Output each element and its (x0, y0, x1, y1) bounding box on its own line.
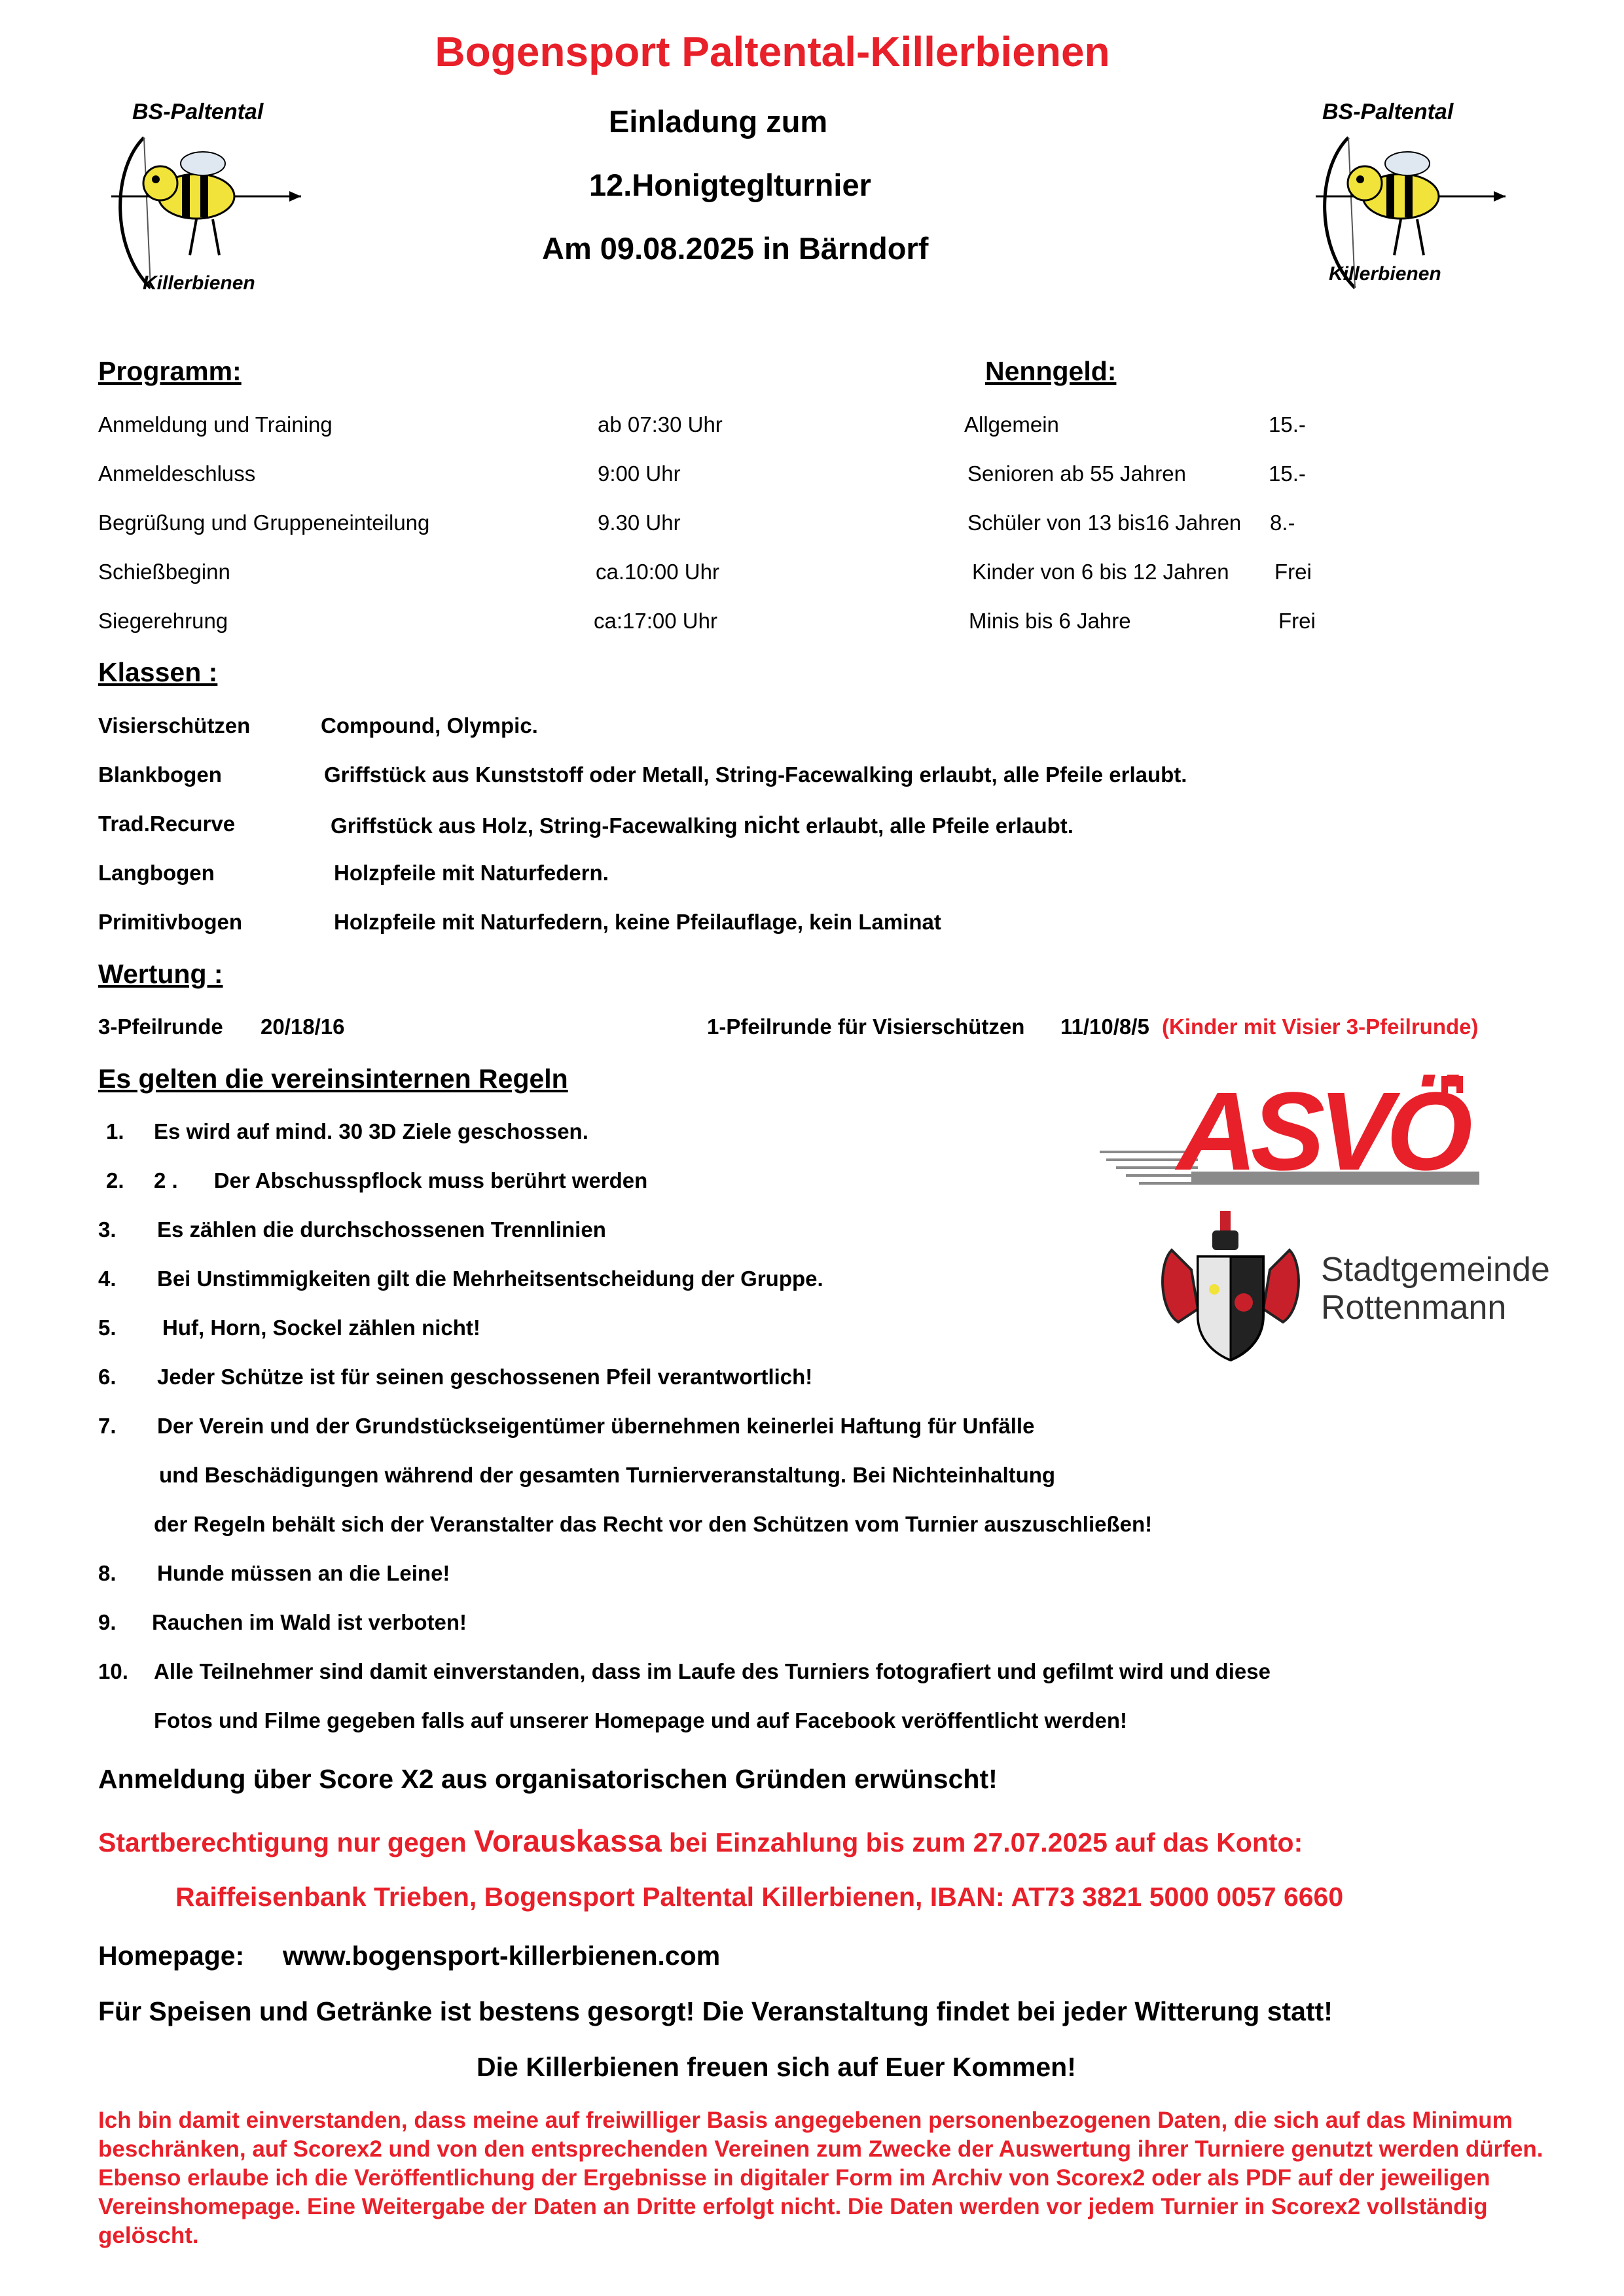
homepage-label: Homepage: (98, 1941, 245, 1971)
regel-text: Hunde müssen an die Leine! (157, 1561, 450, 1585)
klassen-heading: Klassen : (98, 657, 218, 687)
programm-time: ca.10:00 Uhr (596, 560, 719, 584)
regel-text: Rauchen im Wald ist verboten! (152, 1610, 467, 1634)
klasse-name: Trad.Recurve (98, 812, 236, 836)
regeln-heading: Es gelten die vereinsinternen Regeln (98, 1064, 568, 1094)
regel-num: 5. (98, 1316, 117, 1340)
nenngeld-fee: 8.- (1270, 511, 1295, 535)
klasse-name: Blankbogen (98, 762, 222, 787)
regel-text-cont: und Beschädigungen während der gesamten Turnierveranstaltung. Bei Nichteinhaltung (159, 1463, 1056, 1487)
nenngeld-fee: 15.- (1269, 461, 1306, 486)
disclaimer-text: Ich bin damit einverstanden, dass meine auf freiwilliger Basis angegebenen personenbezogenen Daten, die sich auf das Minimum beschränken, auf Scorex2 und von den entsprechenden Vereinen zum Zwecke der Auswertung ihrer Turniere genutzt werden dürfen. Ebenso erlaube ich die Veröffentlichung der Ergebnisse in digitaler Form im Archiv von Scorex2 oder als PDF auf der jeweiligen Vereinshomepage. Eine Weitergabe der Daten an Dritte erfolgt nicht. Die Daten werden vor jedem Turnier in Scorex2 vollständig gelöscht. (98, 2108, 1543, 2248)
programm-label: Begrüßung und Gruppeneinteilung (98, 511, 430, 535)
klasse-name: Visierschützen (98, 713, 251, 738)
page-title: Bogensport Paltental-Killerbienen (435, 28, 1110, 75)
klasse-desc (331, 812, 1074, 839)
wertung-left-value: 20/18/16 (261, 1014, 345, 1039)
programm-label: Siegerehrung (98, 609, 228, 633)
regel-text: Jeder Schütze ist für seinen geschossenen Pfeil verantwortlich! (157, 1365, 813, 1389)
nenngeld-label: Minis bis 6 Jahre (969, 609, 1131, 633)
regel-text: Es wird auf mind. 30 3D Ziele geschossen. (154, 1119, 588, 1143)
regel-text: Es zählen die durchschossenen Trennlinien (157, 1217, 606, 1242)
anmeldung-text: Anmeldung über Score X2 aus organisatorischen Gründen erwünscht! (98, 1764, 998, 1794)
programm-heading: Programm: (98, 356, 242, 386)
startberechtigung-a: Startberechtigung nur gegen (98, 1827, 475, 1857)
nenngeld-heading: Nenngeld: (985, 356, 1117, 386)
programm-time: ca:17:00 Uhr (594, 609, 717, 633)
wertung-right-value: 11/10/8/5 (1060, 1014, 1149, 1039)
nenngeld-label: Senioren ab 55 Jahren (967, 461, 1186, 486)
regel-num: 8. (98, 1561, 117, 1585)
regel-text: Bei Unstimmigkeiten gilt die Mehrheitsentscheidung der Gruppe. (157, 1266, 823, 1291)
homepage-link[interactable]: www.bogensport-killerbienen.com (283, 1941, 721, 1971)
regel-text: Huf, Horn, Sockel zählen nicht! (162, 1316, 480, 1340)
logo-left-bottom-text: Killerbienen (143, 272, 255, 294)
invitation-line2: 12.Honigteglturnier (589, 168, 871, 202)
wertung-right-note: (Kinder mit Visier 3-Pfeilrunde) (1162, 1014, 1479, 1039)
nenngeld-label: Allgemein (964, 412, 1059, 437)
stadtgemeinde-logo (1152, 1211, 1550, 1368)
regel-text: 2 . Der Abschusspflock muss berührt werden (154, 1168, 648, 1193)
regel-num: 3. (98, 1217, 117, 1242)
klasse-desc: Compound, Olympic. (321, 713, 538, 738)
wertung-heading: Wertung : (98, 959, 223, 989)
nenngeld-fee: Frei (1274, 560, 1312, 584)
stadt-line2: Rottenmann (1321, 1289, 1507, 1327)
klasse-desc: Holzpfeile mit Naturfedern. (334, 861, 609, 885)
wertung-right-label: 1-Pfeilrunde für Visierschützen (707, 1014, 1025, 1039)
regel-num: 1. (106, 1119, 124, 1143)
asvo-logo-text: ASVÖ (1177, 1069, 1466, 1194)
logo-right-bottom-text: Killerbienen (1329, 263, 1441, 285)
regel-text: Der Verein und der Grundstückseigentümer übernehmen keinerlei Haftung für Unfälle (157, 1414, 1035, 1438)
speisen-text: Für Speisen und Getränke ist bestens gesorgt! Die Veranstaltung findet bei jeder Witterung statt! (98, 1996, 1333, 2026)
programm-time: 9.30 Uhr (598, 511, 681, 535)
regel-text: Alle Teilnehmer sind damit einverstanden, dass im Laufe des Turniers fotografiert und gefilmt wird und diese (154, 1659, 1271, 1683)
regel-text-cont: Fotos und Filme gegeben falls auf unserer Homepage und auf Facebook veröffentlicht werden! (154, 1708, 1128, 1732)
startberechtigung-text (98, 1823, 1303, 1859)
startberechtigung-b: bei Einzahlung bis zum 27.07.2025 auf das Konto: (661, 1827, 1303, 1857)
klasse-desc: Holzpfeile mit Naturfedern, keine Pfeilauflage, kein Laminat (334, 910, 941, 934)
programm-time: ab 07:30 Uhr (598, 412, 723, 437)
regel-num: 4. (98, 1266, 117, 1291)
regel-text-cont: der Regeln behält sich der Veranstalter das Recht vor den Schützen vom Turnier auszuschließen! (154, 1512, 1153, 1536)
nenngeld-label: Schüler von 13 bis16 Jahren (967, 511, 1242, 535)
regel-num: 9. (98, 1610, 117, 1634)
club-logo-left (98, 98, 308, 308)
club-logo-right (1303, 98, 1512, 308)
closing-text: Die Killerbienen freuen sich auf Euer Kommen! (477, 2052, 1076, 2082)
wertung-left-label: 3-Pfeilrunde (98, 1014, 223, 1039)
invitation-line3: Am 09.08.2025 in Bärndorf (542, 231, 929, 266)
regel-num: 7. (98, 1414, 117, 1438)
coat-of-arms-icon (1152, 1211, 1309, 1368)
nenngeld-fee: 15.- (1269, 412, 1306, 437)
programm-label: Schießbeginn (98, 560, 230, 584)
nenngeld-label: Kinder von 6 bis 12 Jahren (972, 560, 1229, 584)
logo-left-top-text: BS-Paltental (132, 99, 264, 124)
nenngeld-fee: Frei (1278, 609, 1316, 633)
klasse-name: Primitivbogen (98, 910, 243, 934)
logo-right-top-text: BS-Paltental (1322, 99, 1454, 124)
programm-time: 9:00 Uhr (598, 461, 681, 486)
klasse-desc: Griffstück aus Kunststoff oder Metall, String-Facewalking erlaubt, alle Pfeile erlaubt. (324, 762, 1187, 787)
regel-num: 6. (98, 1365, 117, 1389)
stadt-line1: Stadtgemeinde (1321, 1251, 1550, 1289)
bank-details: Raiffeisenbank Trieben, Bogensport Paltental Killerbienen, IBAN: AT73 3821 5000 0057 6660 (175, 1882, 1344, 1912)
klasse-desc-b: erlaubt, alle Pfeile erlaubt. (799, 814, 1074, 838)
programm-label: Anmeldeschluss (98, 461, 256, 486)
regel-num: 2. (106, 1168, 124, 1193)
startberechtigung-highlight: Vorauskassa (474, 1823, 662, 1858)
klasse-name: Langbogen (98, 861, 215, 885)
klasse-desc-a: Griffstück aus Holz, String-Facewalking (331, 814, 744, 838)
regel-num: 10. (98, 1659, 128, 1683)
asvo-logo (1100, 1069, 1492, 1198)
invitation-line1: Einladung zum (609, 104, 828, 139)
klasse-desc-strong: nicht (743, 812, 800, 838)
programm-label: Anmeldung und Training (98, 412, 333, 437)
